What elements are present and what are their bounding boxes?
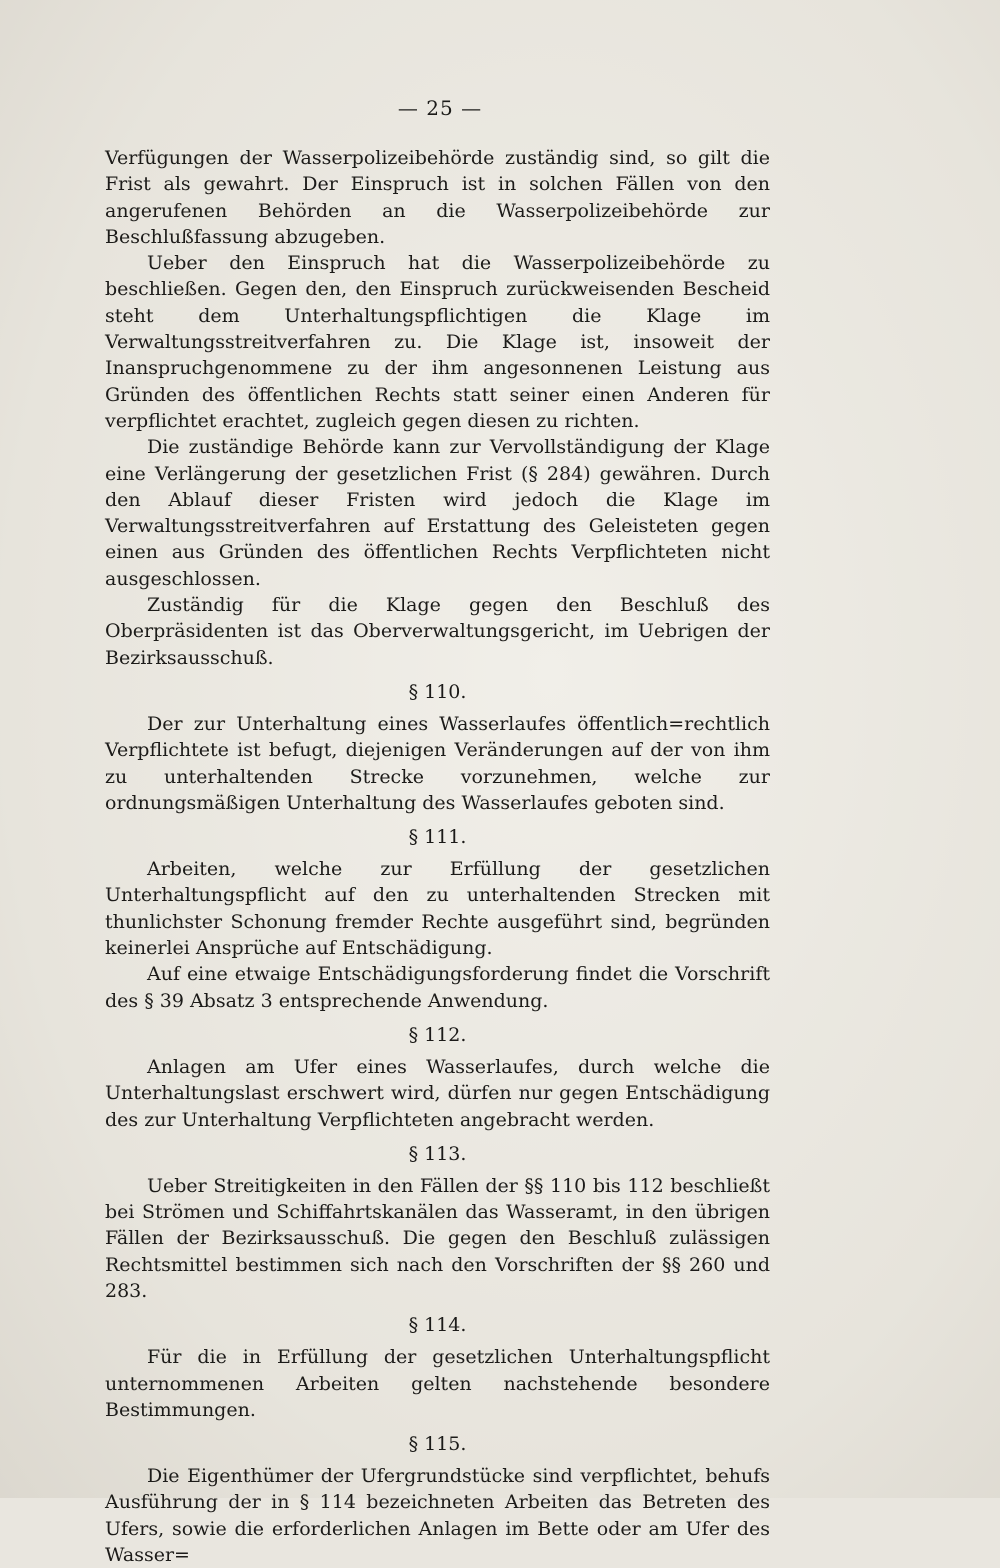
- paragraph: Zuständig für die Klage gegen den Beschluß des Oberpräsidenten ist das Oberverwaltungsgericht, im Uebrigen der Bezirksausschuß.: [105, 594, 770, 669]
- paragraph: Auf eine etwaige Entschädigungsforderung findet die Vorschrift des § 39 Absatz 3 entsprechende Anwendung.: [105, 963, 770, 1012]
- paragraph: Ueber den Einspruch hat die Wasserpolizeibehörde zu beschließen. Gegen den, den Einspruch zurückweisenden Bescheid steht dem Unterhaltungspflichtigen die Klage im Verwaltungsstreitverfahren zu. Die Klage ist, insoweit der Inanspruchgenommene zu der ihm angesonnenen Leistung aus Gründen des öffentlichen Rechts statt seiner einen Anderen für verpflichtet erachtet, zugleich gegen diesen zu richten.: [105, 252, 770, 432]
- paragraph: Arbeiten, welche zur Erfüllung der gesetzlichen Unterhaltungspflicht auf den zu unterhaltenden Strecken mit thunlichster Schonung fremder Rechte ausgeführt sind, begründen keinerlei Ansprüche auf Entschädigung.: [105, 858, 770, 960]
- paragraph: Die zuständige Behörde kann zur Vervollständigung der Klage eine Verlängerung der gesetzlichen Frist (§ 284) gewähren. Durch den Ablauf dieser Fristen wird jedoch die Klage im Verwaltungsstreitverfahren auf Erstattung des Geleisteten gegen einen aus Gründen des öffentlichen Rechts Verpflichteten nicht ausgeschlossen.: [105, 436, 770, 590]
- section-heading: § 115.: [408, 1433, 467, 1456]
- paragraph: Anlagen am Ufer eines Wasserlaufes, durch welche die Unterhaltungslast erschwert wird, dürfen nur gegen Entschädigung des zur Unterhaltung Verpflichteten angebracht werden.: [105, 1055, 770, 1131]
- section-heading: § 112.: [408, 1023, 467, 1046]
- paragraph: Verfügungen der Wasserpolizeibehörde zuständig sind, so gilt die Frist als gewahrt. Der Einspruch ist in solchen Fällen von den angerufenen Behörden an die Wasserpolizeibehörde zur Beschlußfassung abzugeben.: [105, 147, 770, 248]
- section-heading: § 114.: [408, 1314, 467, 1337]
- section-heading: § 110.: [408, 680, 467, 703]
- page-number: — 25 —: [397, 96, 483, 120]
- section-heading: § 111.: [408, 826, 467, 849]
- paragraph: Für die in Erfüllung der gesetzlichen Unterhaltungspflicht unternommenen Arbeiten gelten nachstehende besondere Bestimmungen.: [105, 1346, 770, 1421]
- body-text: [105, 145, 770, 1568]
- paragraph: Ueber Streitigkeiten in den Fällen der §§ 110 bis 112 beschließt bei Strömen und Schiffahrtskanälen das Wasseramt, in den übrigen Fällen der Bezirksausschuß. Die gegen den Beschluß zulässigen Rechtsmittel bestimmen sich nach den Vorschriften der §§ 260 und 283.: [105, 1174, 770, 1302]
- paragraph: Der zur Unterhaltung eines Wasserlaufes öffentlich=rechtlich Verpflichtete ist befugt, diejenigen Veränderungen auf der von ihm zu unterhaltenden Strecke vorzunehmen, welche zur ordnungsmäßigen Unterhaltung des Wasserlaufes geboten sind.: [105, 712, 770, 814]
- paragraph: Die Eigenthümer der Ufergrundstücke sind verpflichtet, behufs Ausführung der in § 114 bezeichneten Arbeiten das Betreten des Ufers, sowie die erforderlichen Anlagen im Bette oder am Ufer des Wasser=: [105, 1465, 770, 1567]
- section-heading: § 113.: [408, 1142, 467, 1165]
